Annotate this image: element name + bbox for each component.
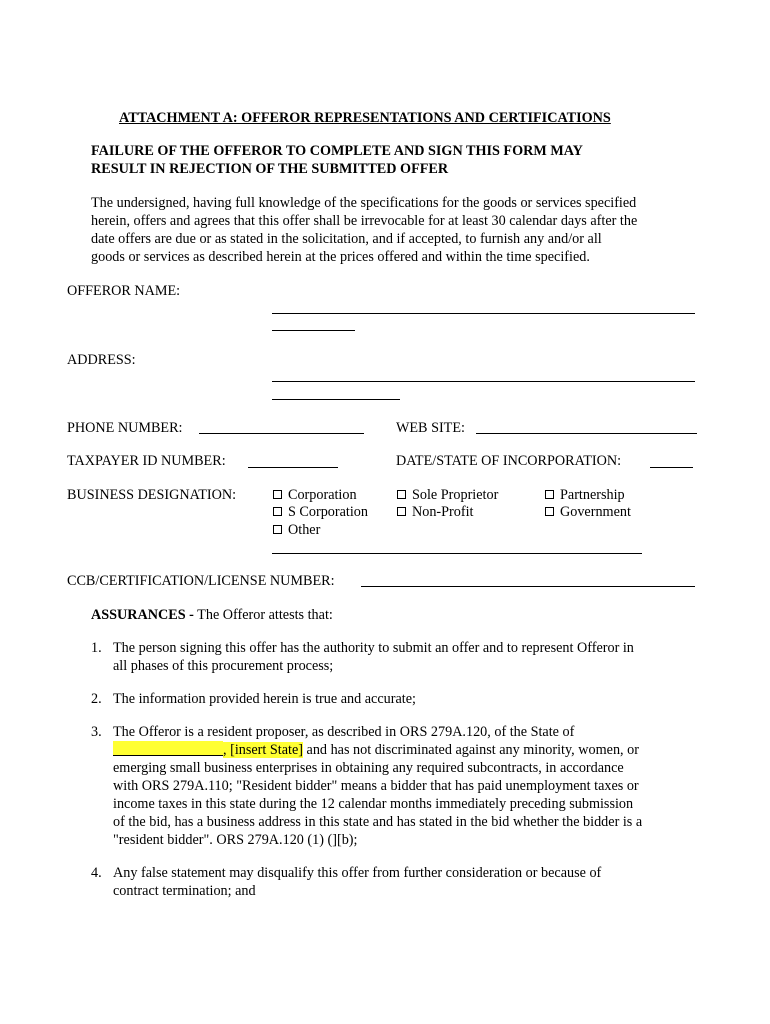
address-field[interactable]: [272, 381, 695, 382]
sole-proprietor-option[interactable]: [397, 486, 498, 504]
government-option[interactable]: [545, 503, 631, 521]
sole-proprietor-label: Sole Proprietor: [412, 487, 499, 503]
item-1-number: 1.: [91, 640, 102, 656]
ccb-field[interactable]: [361, 586, 695, 587]
assurances-heading: ASSURANCES -: [91, 607, 194, 623]
item-4-line-1: Any false statement may disqualify this offer from further consideration or because of: [113, 865, 602, 881]
item-3-line-2-text: and has not discriminated against any minority, women, or: [302, 742, 639, 758]
government-label: Government: [560, 504, 631, 520]
partnership-label: Partnership: [560, 487, 625, 503]
website-field[interactable]: [476, 433, 697, 434]
offeror-name-field[interactable]: [272, 313, 695, 314]
warning-line-1: FAILURE OF THE OFFEROR TO COMPLETE AND SIGN THIS FORM MAY: [91, 143, 583, 159]
address-field-continued[interactable]: [272, 399, 400, 400]
item-3-line-5: income taxes in this state during the 12 calendar months immediately preceding submission: [113, 796, 634, 812]
phone-label: PHONE NUMBER:: [67, 420, 183, 436]
ccb-label: CCB/CERTIFICATION/LICENSE NUMBER:: [67, 573, 335, 589]
partnership-option[interactable]: [545, 486, 625, 504]
taxpayer-label: TAXPAYER ID NUMBER:: [67, 453, 226, 469]
checkbox-icon[interactable]: [397, 507, 406, 516]
checkbox-icon[interactable]: [273, 507, 282, 516]
page-title: ATTACHMENT A: OFFEROR REPRESENTATIONS AND CERTIFICATIONS: [119, 110, 611, 126]
item-4-line-2: contract termination; and: [113, 883, 256, 899]
s-corporation-label: S Corporation: [288, 504, 368, 520]
non-profit-label: Non-Profit: [412, 504, 474, 520]
other-option[interactable]: [273, 521, 320, 539]
checkbox-icon[interactable]: [397, 490, 406, 499]
taxpayer-field[interactable]: [248, 467, 338, 468]
state-blank-field[interactable]: [113, 741, 223, 756]
item-3-line-2: [113, 741, 639, 759]
corporation-option[interactable]: [273, 486, 357, 504]
incorporation-field[interactable]: [650, 467, 693, 468]
business-designation-label: BUSINESS DESIGNATION:: [67, 487, 237, 503]
item-3-line-7: "resident bidder". ORS 279A.120 (1) (][b);: [113, 832, 358, 848]
corporation-label: Corporation: [288, 487, 357, 503]
intro-line-2: herein, offers and agrees that this offer shall be irrevocable for at least 30 calendar days after the: [91, 213, 638, 229]
checkbox-icon[interactable]: [545, 490, 554, 499]
insert-state-placeholder: , [insert State]: [223, 742, 303, 758]
non-profit-option[interactable]: [397, 503, 473, 521]
other-designation-field[interactable]: [272, 553, 642, 554]
item-2-line-1: The information provided herein is true and accurate;: [113, 691, 416, 707]
item-2-number: 2.: [91, 691, 102, 707]
warning-line-2: RESULT IN REJECTION OF THE SUBMITTED OFFER: [91, 161, 449, 177]
checkbox-icon[interactable]: [545, 507, 554, 516]
assurances-intro: [91, 606, 333, 624]
s-corporation-option[interactable]: [273, 503, 368, 521]
item-4-number: 4.: [91, 865, 102, 881]
item-3-number: 3.: [91, 724, 102, 740]
checkbox-icon[interactable]: [273, 490, 282, 499]
assurances-intro-text: The Offeror attests that:: [193, 607, 333, 623]
phone-field[interactable]: [199, 433, 364, 434]
item-3-line-6: of the bid, has a business address in this state and has stated in the bid whether the bidder is a: [113, 814, 643, 830]
item-1-line-2: all phases of this procurement process;: [113, 658, 334, 674]
item-3-line-3: emerging small business enterprises in obtaining any required subcontracts, in accordance: [113, 760, 624, 776]
address-label: ADDRESS:: [67, 352, 136, 368]
intro-line-4: goods or services as described herein at the prices offered and within the time specified.: [91, 249, 590, 265]
website-label: WEB SITE:: [396, 420, 465, 436]
intro-line-3: date offers are due or as stated in the solicitation, and if accepted, to furnish any and/or all: [91, 231, 602, 247]
offeror-name-field-continued[interactable]: [272, 330, 355, 331]
item-3-line-1: The Offeror is a resident proposer, as described in ORS 279A.120, of the State of: [113, 724, 575, 740]
offeror-name-label: OFFEROR NAME:: [67, 283, 181, 299]
item-1-line-1: The person signing this offer has the authority to submit an offer and to represent Offeror in: [113, 640, 634, 656]
intro-line-1: The undersigned, having full knowledge of the specifications for the goods or services specified: [91, 195, 637, 211]
other-label: Other: [288, 522, 321, 538]
incorporation-label: DATE/STATE OF INCORPORATION:: [396, 453, 622, 469]
checkbox-icon[interactable]: [273, 525, 282, 534]
item-3-line-4: with ORS 279A.110; "Resident bidder" means a bidder that has paid unemployment taxes or: [113, 778, 639, 794]
